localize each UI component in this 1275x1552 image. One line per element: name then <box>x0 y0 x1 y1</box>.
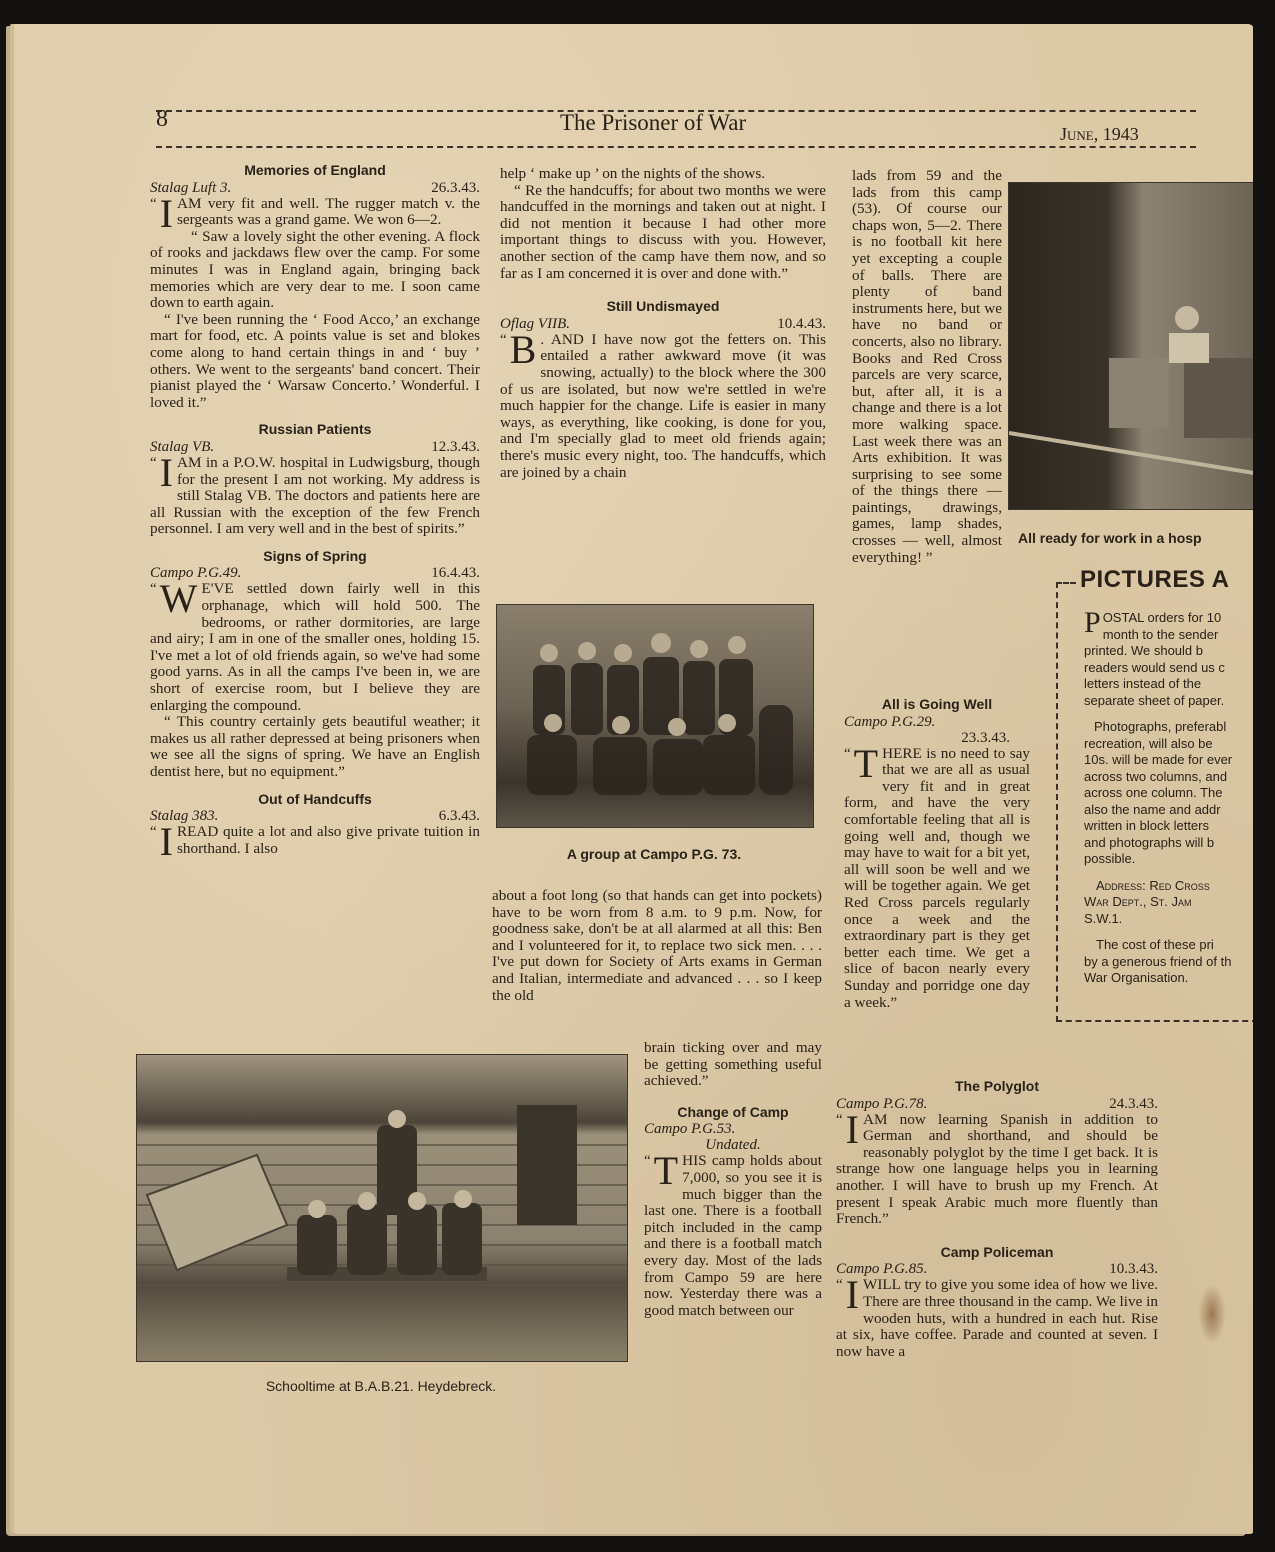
article-heading: The Polyglot <box>955 1078 1039 1094</box>
photo-caption: Schooltime at B.A.B.21. Heydebreck. <box>265 1378 497 1394</box>
article-meta <box>150 808 480 824</box>
kitchen-photo-icon <box>1009 183 1254 509</box>
publication-title: The Prisoner of War <box>560 110 747 135</box>
article-paragraph: “ I AM very fit and well. The rugger match v. the sergeants was a grand game. We won 6—2. <box>150 190 480 236</box>
article-meta <box>500 316 826 332</box>
drop-cap: I <box>845 1272 859 1318</box>
column-2 <box>500 166 826 481</box>
newspaper-page <box>14 24 1254 1534</box>
column-3-bottom <box>836 1078 1158 1360</box>
article-heading: Russian Patients <box>258 421 372 438</box>
article-paragraph: “ I WILL try to give you some idea of how we live. There are three thousand in the camp. We live in wooden huts, with a hundred in each hut. Rise at six, have coffee. Parade and counted at seven. I now have a <box>836 1272 1158 1360</box>
article-paragraph: “ I've been running the ‘ Food Acco,’ an exchange mart for food, etc. A points value is set and blokes come along to hand certain things in and ‘ buy ’ others. We went to the sergeants' band concert. Their pianist played the ‘ Warsaw Concerto.’ Wonderful. I loved it.” <box>150 310 480 411</box>
football-team-photo-icon <box>497 605 813 827</box>
article-place: Stalag VB. <box>150 438 215 455</box>
drop-cap: T <box>653 1148 679 1194</box>
article-paragraph: “ B . AND I have now got the fetters on. This entailed a rather awkward move (it was snowing, actually) to the block where the 300 of us are isolated, but now we're settled in we're much happier for the change. Life is easier in many ways, as everything, like cooking, is done for you, and I'm specially glad to meet old friends again; there's music every night, too. The handcuffs, which are joined by a chain <box>500 326 826 481</box>
address-line: War Dept., St. Jam <box>1084 894 1192 909</box>
header-bottom-rule <box>156 146 1196 148</box>
photo-caption: All ready for work in a hosp <box>1018 530 1202 546</box>
photo-schooltime-heydebreck <box>136 1054 628 1362</box>
column-2-tail <box>644 1040 822 1319</box>
column-3 <box>852 168 1002 566</box>
article-heading: Signs of Spring <box>263 547 367 564</box>
page-number: 8 <box>156 106 168 132</box>
article-date: 10.4.43. <box>777 315 826 332</box>
issue-date: June, 1943 <box>1060 124 1139 144</box>
article-date: 26.3.43. <box>431 179 480 196</box>
article-date: 10.3.43. <box>1109 1261 1158 1278</box>
article-paragraph: “ T HERE is no need to say that we are all as usual very fit and in great form, and have the very comfortable feeling that all is going well and, though we may have to wait for a bit yet, all will soon be well and we will be together again. We get Red Cross parcels regularly once a week and the extraordinary part is they get better each time. We get a slice of bacon nearly every Sunday and porridge one day a week.” <box>844 740 1030 1011</box>
article-meta <box>150 180 480 196</box>
article-paragraph: “ T HIS camp holds about 7,000, so you see it is much bigger than the last one. There is a football pitch included in the camp and there is a football match every day. Most of the lads from Campo 59 are here now. Yesterday there was a good match between our <box>644 1148 822 1319</box>
article-meta <box>836 1261 1158 1277</box>
column-3-lower <box>844 696 1030 1011</box>
article-heading: Camp Policeman <box>940 1243 1054 1260</box>
drop-cap: P <box>1084 610 1101 639</box>
article-heading: Out of Handcuffs <box>258 790 372 807</box>
pictures-box-title: PICTURES A <box>1080 566 1230 593</box>
article-date: Undated. <box>705 1137 761 1154</box>
article-meta <box>836 1096 1158 1112</box>
drop-cap: I <box>159 449 173 495</box>
drop-cap: W <box>159 576 198 622</box>
article-place: Campo P.G.29. <box>844 713 936 730</box>
article-paragraph: “ I READ quite a lot and also give private tuition in shorthand. I also <box>150 819 480 865</box>
column-1 <box>150 162 480 865</box>
article-date: 16.4.43. <box>431 565 480 582</box>
article-date: 12.3.43. <box>431 438 480 455</box>
article-place: Stalag 383. <box>150 808 219 825</box>
article-heading: Change of Camp <box>677 1103 789 1120</box>
drop-cap: B <box>509 326 537 372</box>
schooltime-photo-icon <box>137 1055 627 1361</box>
article-paragraph: about a foot long (so that hands can get into pockets) have to be worn from 8 a.m. to 9 p.m. Now, for goodness sake, don't be at all alarmed at all this: Ben and I volunteered for it, to replace two sick men. . . . I've put down for Society of Arts exams in German and Italian, intermediate and advanced . . . so I keep the old <box>492 887 822 1004</box>
article-heading: Still Undismayed <box>606 298 720 315</box>
drop-cap: I <box>159 190 173 236</box>
photo-group-campo-73 <box>496 604 814 828</box>
background-edge <box>1253 0 1275 1552</box>
article-meta <box>150 439 480 455</box>
article-paragraph: “ I AM now learning Spanish in addition to German and shorthand, and should be reasonably polyglot by the time I get back. It is strange how one language helps you in learning another. I will have to brush up my French. At present I speak Arabic much more fluently than French.” <box>836 1106 1158 1228</box>
article-paragraph: “ Saw a lovely sight the other evening. A flock of rooks and jackdaws flew over the camp. For some minutes I was in England again, bringing back memories which are very dear to me. I soon came down to earth again. <box>150 227 480 312</box>
article-date: 6.3.43. <box>438 808 480 825</box>
article-meta <box>844 714 1030 730</box>
article-place: Campo P.G.53. <box>644 1121 736 1138</box>
article-paragraph: “ This country certainly gets beautiful weather; it makes us all rather depressed at being prisoners when we see all the signs of spring. We have an English dentist here, but no equipment.” <box>150 713 480 780</box>
article-heading: Memories of England <box>244 162 386 178</box>
address-line: S.W.1. <box>1084 910 1123 926</box>
paper-stain <box>1198 1284 1226 1344</box>
article-meta <box>644 1121 822 1137</box>
article-date: 23.3.43. <box>961 729 1010 746</box>
article-paragraph: lads from 59 and the lads from this camp (53). Of course our chaps won, 5—2. There is no football kit here yet excepting a couple of balls. There are plenty of band instruments here, but we have no band or concerts, also no library. Books and Red Cross parcels are very scarce, but, after all, it is a change and there is a lot more walking space. Last week there was an Arts exhibition. It was surprising to see some of the things there — paintings, drawings, games, lamp shades, crosses — well, almost everything! ” <box>852 167 1002 566</box>
photo-caption: A group at Campo P.G. 73. <box>566 846 742 862</box>
drop-cap: I <box>845 1106 859 1152</box>
address-line: Address: Red Cross <box>1096 877 1210 893</box>
article-paragraph: help ‘ make up ’ on the nights of the shows. <box>500 165 766 182</box>
drop-cap: I <box>159 819 173 865</box>
article-place: Campo P.G.85. <box>836 1261 928 1278</box>
article-place: Campo P.G.78. <box>836 1095 928 1112</box>
article-paragraph: brain ticking over and may be getting something useful achieved.” <box>644 1039 822 1090</box>
article-paragraph: “ W E'VE settled down fairly well in this orphanage, which will hold 500. The bedrooms, or rather dormitories, are large and airy; I am in one of the smaller ones, holding 15. I've met a lot of old friends again, so we've had some good yarns. As in all the camps I've been in, we are short of exercise room, but I believe they are enlarging the compound. <box>150 576 480 714</box>
column-2-continued <box>492 888 822 1004</box>
article-date: 24.3.43. <box>1109 1095 1158 1112</box>
box-top-rule <box>1056 582 1076 584</box>
article-paragraph: “ I AM in a P.O.W. hospital in Ludwigsburg, though for the present I am not working. My address is still Stalag VB. The doctors and patients here are all Russian with the exception of the few French personnel. I am very well and in the best of spirits.” <box>150 449 480 538</box>
article-place: Stalag Luft 3. <box>150 179 232 196</box>
article-place: Oflag VIIB. <box>500 315 570 332</box>
photo-hospital-kitchen <box>1008 182 1254 510</box>
drop-cap: T <box>853 740 879 786</box>
pictures-box-text: P OSTAL orders for 10 month to the sender printed. We should b readers would send us c letters instead of the separate sheet of paper. Photographs, preferabl recreation, will also be 10s. will be made for ever across two columns, and across one column. The also the name and addr written in block letters and photographs will b possible. Address: Red Cross War Dept., St. Jam S.W.1. The cost of these pri by a generous friend of th War Organisation. <box>1084 610 1254 987</box>
article-paragraph: “ Re the handcuffs; for about two months we were handcuffed in the mornings and taken out at night. I did not mention it because I had other more important things to discuss with you. However, another section of the camp have them now, and so far as I am concerned it is over and done with.” <box>500 181 826 282</box>
article-heading: All is Going Well <box>881 696 993 712</box>
article-place: Campo P.G.49. <box>150 565 242 582</box>
